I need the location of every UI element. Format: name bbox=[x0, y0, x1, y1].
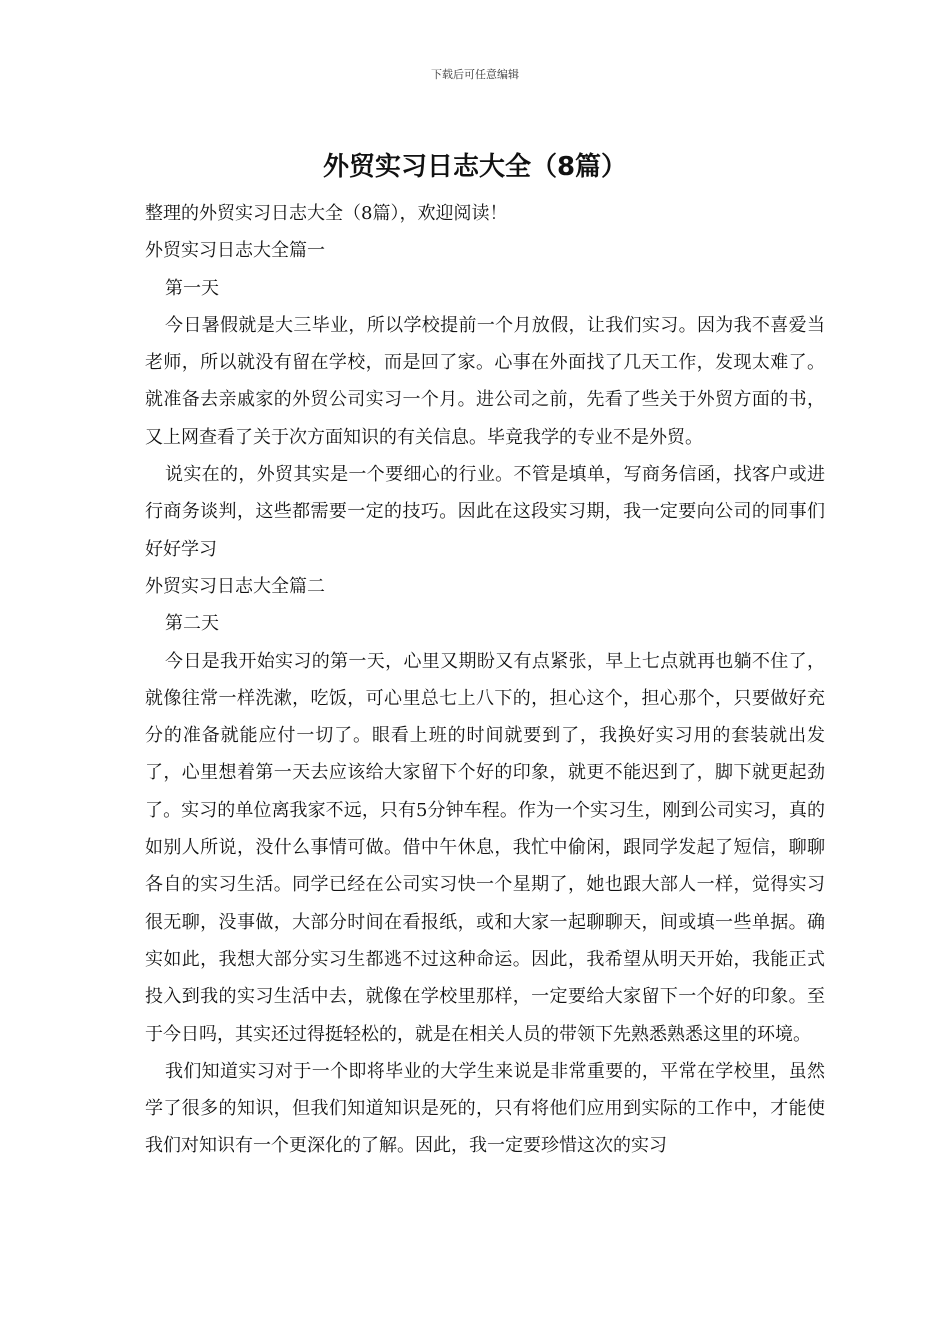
paragraph: 我们知道实习对于一个即将毕业的大学生来说是非常重要的，平常在学校里，虽然学了很多的知识，但我们知道知识是死的，只有将他们应用到实际的工作中，才能使我们对知识有一个更深化的了解。因此，我一定要珍惜这次的实习 bbox=[145, 1060, 825, 1157]
section-heading: 外贸实习日志大全篇一 bbox=[145, 240, 325, 262]
day-label: 第一天 bbox=[165, 277, 219, 299]
paragraph: 说实在的，外贸其实是一个要细心的行业。不管是填单，写商务信函，找客户或进行商务谈判，这些都需要一定的技巧。因此在这段实习期，我一定要向公司的同事们好好学习 bbox=[145, 464, 825, 560]
day-label: 第二天 bbox=[165, 613, 219, 635]
paragraph: 今日是我开始实习的第一天，心里又期盼又有点紧张，早上七点就再也躺不住了，就像往常一样洗漱，吃饭，可心里总七上八下的，担心这个，担心那个，只要做好充分的准备就能应付一切了。眼看上班的时间就要到了，我换好实习用的套装就出发了，心里想着第一天去应该给大家留下个好的印象，就更不能迟到了，脚下就更起劲了。实习的单位离我家不远，只有5分钟车程。作为一个实习生，刚到公司实习，真的如别人所说，没什么事情可做。借中午休息，我忙中偷闲，跟同学发起了短信，聊聊各自的实习生活。同学已经在公司实习快一个星期了，她也跟大部人一样，觉得实习很无聊，没事做，大部分时间在看报纸，或和大家一起聊聊天，间或填一些单据。确实如此，我想大部分实习生都逃不过这种命运。因此，我希望从明天开始，我能正式投入到我的实习生活中去，就像在学校里那样，一定要给大家留下一个好的印象。至于今日吗，其实还过得挺轻松的，就是在相关人员的带领下先熟悉熟悉这里的环境。 bbox=[145, 650, 825, 1045]
paragraph: 今日暑假就是大三毕业，所以学校提前一个月放假，让我们实习。因为我不喜爱当老师，所以就没有留在学校，而是回了家。心事在外面找了几天工作，发现太难了。就准备去亲戚家的外贸公司实习一个月。进公司之前，先看了些关于外贸方面的书，又上网查看了关于次方面知识的有关信息。毕竟我学的专业不是外贸。 bbox=[145, 314, 825, 448]
document-title: 外贸实习日志大全（8篇） bbox=[322, 152, 628, 182]
page-header: 下载后可任意编辑 bbox=[431, 68, 519, 81]
intro-paragraph: 整理的外贸实习日志大全（8篇），欢迎阅读！ bbox=[145, 203, 508, 224]
document-body bbox=[145, 195, 825, 1165]
section-heading: 外贸实习日志大全篇二 bbox=[145, 575, 325, 597]
